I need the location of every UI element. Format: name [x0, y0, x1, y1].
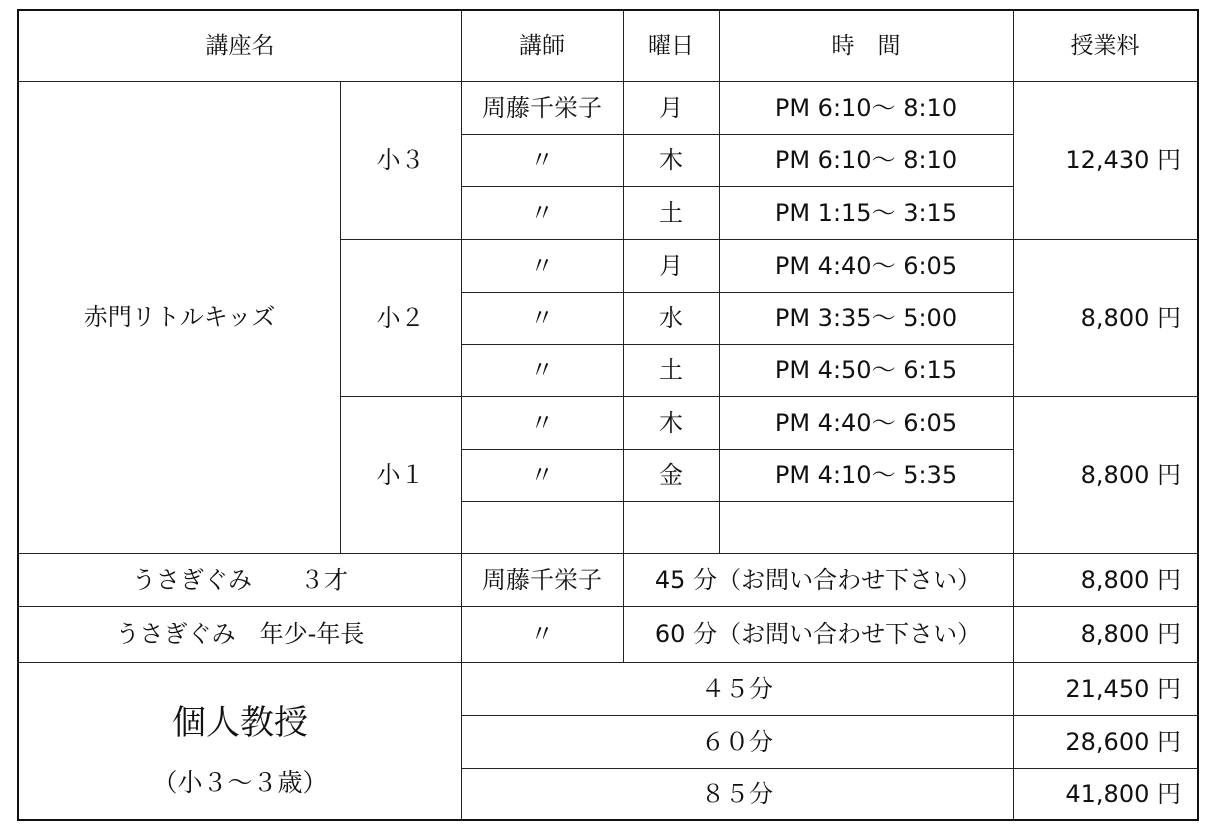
- day-cell: 土: [659, 356, 683, 384]
- fee-cell: 41,800 円: [1065, 779, 1181, 808]
- grade-label: 小３: [376, 146, 425, 174]
- day-cell: 水: [659, 304, 683, 332]
- teacher-cell: 周藤千栄子: [482, 565, 602, 594]
- time-cell: PM 3:35〜 5:00: [774, 304, 958, 332]
- teacher-cell: 〃: [530, 408, 554, 437]
- grade-label: 小１: [376, 460, 425, 489]
- duration-cell: ８５分: [701, 779, 773, 808]
- teacher-cell: 〃: [530, 251, 554, 280]
- time-cell: PM 6:10〜 8:10: [774, 146, 958, 174]
- time-cell: PM 4:10〜 5:35: [774, 461, 958, 489]
- teacher-cell: 〃: [530, 146, 554, 174]
- teacher-cell: 〃: [530, 356, 554, 384]
- time-cell: PM 1:15〜 3:15: [774, 198, 958, 227]
- fee-cell: 12,430 円: [1065, 146, 1181, 174]
- fee-cell: 21,450 円: [1065, 674, 1181, 703]
- day-cell: 木: [659, 146, 683, 174]
- time-cell: PM 4:40〜 6:05: [774, 251, 958, 280]
- day-cell: 木: [659, 408, 683, 437]
- fee-cell: 8,800 円: [1080, 460, 1181, 489]
- private-subtitle: （小３〜３歳）: [152, 767, 328, 797]
- teacher-cell: 〃: [530, 198, 554, 227]
- duration-cell: ６０分: [701, 727, 773, 756]
- time-cell: PM 4:50〜 6:15: [774, 356, 958, 384]
- grade-label: 小２: [376, 303, 425, 332]
- duration-cell: ４５分: [701, 674, 773, 703]
- header-teacher: 講師: [519, 32, 565, 59]
- header-fee: 授業料: [1070, 32, 1140, 59]
- header-time: 時 間: [831, 32, 901, 59]
- fee-cell: 8,800 円: [1080, 565, 1181, 594]
- teacher-cell: 〃: [530, 620, 554, 648]
- teacher-cell: 〃: [530, 461, 554, 489]
- fee-cell: 8,800 円: [1080, 620, 1181, 648]
- header-course: 講座名: [205, 32, 275, 59]
- teacher-cell: [461, 501, 623, 553]
- private-title: 個人教授: [172, 703, 308, 743]
- fee-cell: 8,800 円: [1080, 303, 1181, 332]
- day-cell: 土: [659, 198, 683, 227]
- course-name-usagi: うさぎぐみ 年少-年長: [115, 620, 365, 648]
- day-cell: 金: [659, 461, 683, 489]
- time-cell: [719, 501, 1013, 553]
- day-cell: 月: [659, 251, 683, 280]
- time-cell: PM 4:40〜 6:05: [774, 408, 958, 437]
- duration-cell: 45 分（お問い合わせ下さい）: [654, 565, 982, 594]
- time-cell: PM 6:10〜 8:10: [774, 93, 958, 122]
- fee-cell: 28,600 円: [1065, 727, 1181, 756]
- teacher-cell: 周藤千栄子: [482, 93, 602, 122]
- duration-cell: 60 分（お問い合わせ下さい）: [654, 620, 982, 648]
- header-day: 曜日: [648, 32, 694, 59]
- day-cell: 月: [659, 93, 683, 122]
- day-cell: [623, 501, 719, 553]
- course-name-kids: 赤門リトルキッズ: [83, 303, 276, 331]
- teacher-cell: 〃: [530, 304, 554, 332]
- course-name-usagi: うさぎぐみ ３才: [132, 565, 348, 594]
